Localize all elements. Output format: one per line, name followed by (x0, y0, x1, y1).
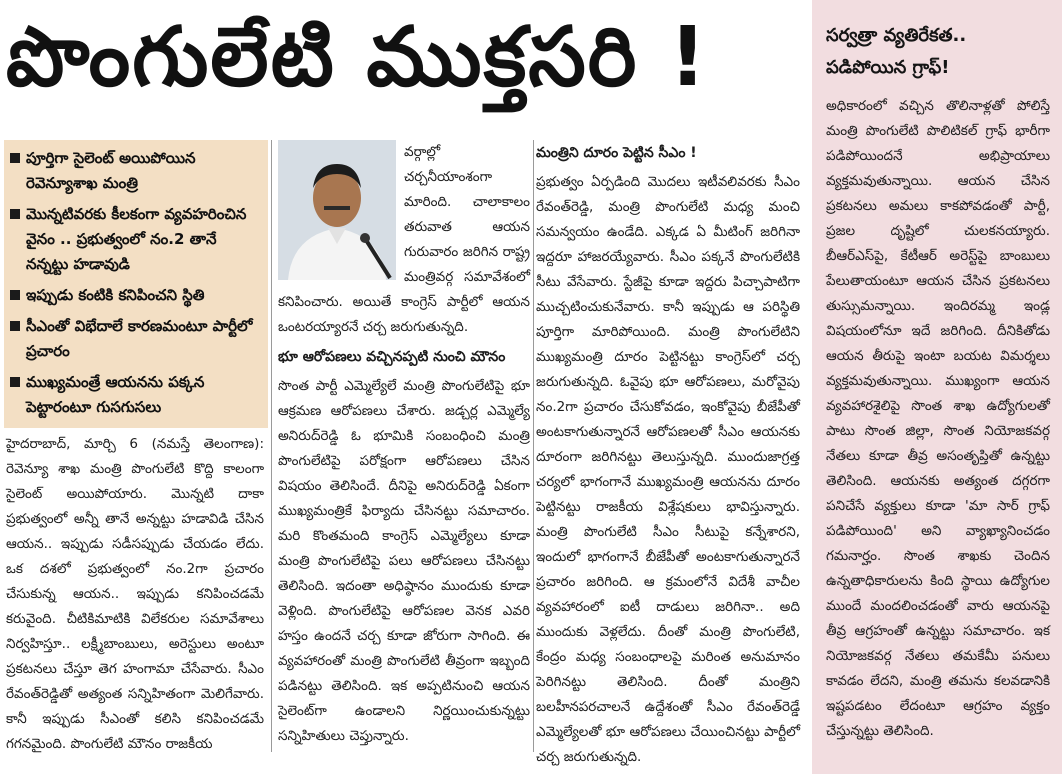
highlight-text: పూర్తిగా సైలెంట్ అయిపోయిన రెవెన్యూశాఖ మంత్రి (26, 149, 196, 192)
square-bullet-icon (10, 290, 20, 300)
highlight-item (10, 146, 260, 196)
sidebar-body: అధికారంలో వచ్చిన తొలినాళ్లతో పోలిస్తే మంత్రి పొంగులేటి పొలిటికల్ గ్రాఫ్ భారీగా పడిపోయిందనే అభిప్రాయాలు వ్యక్తమవుతున్నాయి. ఆయన చేసిన ప్రకటనలు అమలు కాకపోవడంతో పార్టీ, ప్రజల దృష్టిలో చులకనయ్యారు. బీఆర్‌ఎస్‌పై, కేటీఆర్ అరెస్ట్‌పై బాంబులు పేలుతాయంటూ ఆయన చేసిన ప్రకటనలు తుస్సుమన్నాయి. ఇందిరమ్మ ఇండ్ల విషయంలోనూ ఇదే జరిగింది. దీనికితోడు ఆయన తీరుపై ఇంటా బయట విమర్శలు వ్యక్తమవుతున్నాయి. ముఖ్యంగా ఆయన వ్యవహారశైలిపై సొంత శాఖ ఉద్యోగులతో పాటు సొంత జిల్లా, సొంత నియోజకవర్గ నేతలు కూడా తీవ్ర అసంతృప్తితో ఉన్నట్టు తెలిసింది. ఆయనకు అత్యంత దగ్గరగా పనిచేసే వ్యక్తులు కూడా 'మా సార్ గ్రాఫ్ పడిపోయింది' అని వ్యాఖ్యానించడం గమనార్హం. సొంత శాఖకు చెందిన ఉన్నతాధికారులను కింది స్థాయి ఉద్యోగుల ముందే మందలించడంతో వారు ఆయనపై తీవ్ర ఆగ్రహంతో ఉన్నట్టు సమాచారం. ఇక నియోజకవర్గ నేతలు తమకేమీ పనులు కావడం లేదని, మంత్రి తమను కలవడానికి ఇష్టపడటం లేదంటూ ఆగ్రహం వ్యక్తం చేస్తున్నట్టు తెలిసింది. (826, 98, 1050, 739)
column-divider (533, 140, 534, 752)
section-subhead: భూ ఆరోపణలు వచ్చినప్పటి నుంచి మౌనం (278, 349, 506, 365)
minister-photo (278, 140, 396, 280)
square-bullet-icon (10, 321, 20, 331)
highlight-item (10, 202, 260, 277)
column-divider (271, 140, 272, 752)
highlight-text: మొన్నటివరకు కీలకంగా వ్యవహరించిన వైనం .. ప్రభుత్వంలో నం.2 తానే నన్నట్టు హడావుడి (26, 205, 247, 273)
article-paragraph: హైదరాబాద్, మార్చి 6 (నమస్తే తెలంగాణ): రెవెన్యూ శాఖ మంత్రి పొంగులేటి కొద్ది కాలంగా సైలెంట్ అయిపోయారు. మొన్నటి దాకా ప్రభుత్వంలో అన్నీ తానే అన్నట్టు హడావిడి చేసిన ఆయన.. ఇప్పుడు సడీసప్పుడు చేయడం లేదు. ఒక దశలో ప్రభుత్వంలో నం.2గా ప్రచారం చేసుకున్న ఆయన.. ఇప్పుడు కనిపించడమే కరువైంది. చీటికిమాటికి విలేకరుల సమావేశాలు నిర్వహిస్తూ.. లక్ష్మీబాంబులు, అరెస్టులు అంటూ ప్రకటనలు చేస్తూ తెగ హంగామా చేసేవారు. సీఎం రేవంత్‌రెడ్డితో అత్యంత సన్నిహితంగా మెలిగేవారు. కానీ ఇప్పుడు సీఎంతో కలిసి కనిపించడమే గగనమైంది. పొంగులేటి మౌనం రాజకీయ (6, 436, 264, 752)
article-paragraph: వర్గాల్లో చర్చనీయాంశంగా మారింది. చాలాకాలం తరువాత ఆయన గురువారం జరిగిన రాష్ట్ర మంత్రివర్గ సమావేశంలో కనిపించారు. అయితే కాంగ్రెస్ పార్టీలో ఆయన ఒంటరయ్యారనే చర్చ జరుగుతున్నది. (278, 144, 530, 335)
article-column-3 (536, 140, 800, 765)
square-bullet-icon (10, 377, 20, 387)
article-column-2 (278, 140, 530, 752)
square-bullet-icon (10, 153, 20, 163)
article-column-1 (6, 432, 264, 752)
article-paragraph: ప్రభుత్వం ఏర్పడింది మొదలు ఇటీవలివరకు సీఎం రేవంత్‌రెడ్డి, మంత్రి పొంగులేటి మధ్య మంచి సమన్వయం ఉండేది. ఎక్కడ ఏ మీటింగ్ జరిగినా ఇద్దరూ హాజరయ్యేవారు. సీఎం పక్కనే పొంగులేటికి సీటు వేసేవారు. స్టేజీపై కూడా ఇద్దరు పిచ్చాపాటిగా ముచ్చటించుకునేవారు. కానీ ఇప్పుడు ఆ పరిస్థితి పూర్తిగా మారిపోయింది. మంత్రి పొంగులేటిని ముఖ్యమంత్రి దూరం పెట్టినట్టు కాంగ్రెస్‌లో చర్చ జరుగుతున్నది. ఓవైపు భూ ఆరోపణలు, మరోవైపు నం.2గా ప్రచారం చేసుకోవడం, ఇంకోవైపు బీజేపీతో అంటకాగుతున్నారనే ఆరోపణలతో సీఎం ఆయనకు దూరంగా జరిగినట్టు తెలుస్తున్నది. ముందుజాగ్రత్త చర్యలో భాగంగానే ముఖ్యమంత్రి ఆయనను దూరం పెట్టినట్టు రాజకీయ విశ్లేషకులు భావిస్తున్నారు. మంత్రి పొంగులేటి సీఎం సీటుపై కన్నేశారని, ఇందులో భాగంగానే బీజేపీతో అంటకాగుతున్నారనే ప్రచారం జరిగింది. ఆ క్రమంలోనే విదేశీ వాచీల వ్యవహారంలో ఐటీ దాడులు జరిగినా.. అది ముందుకు వెళ్లలేదు. దీంతో మంత్రి పొంగులేటి, కేంద్రం మధ్య సంబంధాలపై మరింత అనుమానం పెరిగినట్టు తెలిసింది. దీంతో మంత్రిని బలహీనపరచాలనే ఉద్దేశంతో సీఎం రేవంత్‌రెడ్డే ఎమ్మెల్యేలతో భూ ఆరోపణలు చేయించినట్టు పార్టీలో చర్చ జరుగుతున్నది. (536, 174, 800, 765)
person-photo-icon (278, 140, 396, 280)
highlight-item (10, 370, 260, 420)
square-bullet-icon (10, 209, 20, 219)
sidebar-box (812, 0, 1062, 774)
highlight-text: ఇప్పుడు కంటికి కనిపించని స్థితి (26, 286, 205, 304)
highlight-text: సీఎంతో విభేదాలే కారణమంటూ పార్టీలో ప్రచారం (26, 317, 253, 360)
highlights-box (4, 140, 268, 428)
section-subhead: మంత్రిని దూరం పెట్టిన సీఎం ! (536, 145, 697, 161)
highlight-item (10, 314, 260, 364)
article-paragraph: సొంత పార్టీ ఎమ్మెల్యేలే మంత్రి పొంగులేటిపై భూ ఆక్రమణ ఆరోపణలు చేశారు. జడ్చర్ల ఎమ్మెల్యే అనిరుద్‌రెడ్డి ఓ భూమికి సంబంధించి మంత్రి పొంగులేటిపై పరోక్షంగా ఆరోపణలు చేసిన విషయం తెలిసిందే. దీనిపై అనిరుద్‌రెడ్డి ఏకంగా ముఖ్యమంత్రికే ఫిర్యాదు చేసినట్టు సమాచారం. మరి కొంతమంది కాంగ్రెస్ ఎమ్మెల్యేలు కూడా మంత్రి పొంగులేటిపై పలు ఆరోపణలు చేసినట్టు తెలిసింది. ఇదంతా అధిష్ఠానం ముందుకు కూడా వెళ్లింది. పొంగులేటిపై ఆరోపణల వెనక ఎవరి హస్తం ఉందనే చర్చ కూడా జోరుగా సాగింది. ఈ వ్యవహారంతో మంత్రి పొంగులేటి తీవ్రంగా ఇబ్బంది పడినట్టు తెలిసింది. ఇక అప్పటినుంచి ఆయన సైలెంట్‌గా ఉండాలని నిర్ణయించుకున్నట్టు సన్నిహితులు చెప్తున్నారు. (278, 378, 530, 744)
highlight-text: ముఖ్యమంత్రే ఆయనను పక్కన పెట్టారంటూ గుసగుసలు (26, 373, 205, 416)
sidebar-title: సర్వత్రా వ్యతిరేకత.. పడిపోయిన గ్రాఫ్! (826, 25, 967, 78)
headline: పొంగులేటి ముక్తసరి ! (6, 10, 709, 105)
highlight-item (10, 283, 260, 308)
